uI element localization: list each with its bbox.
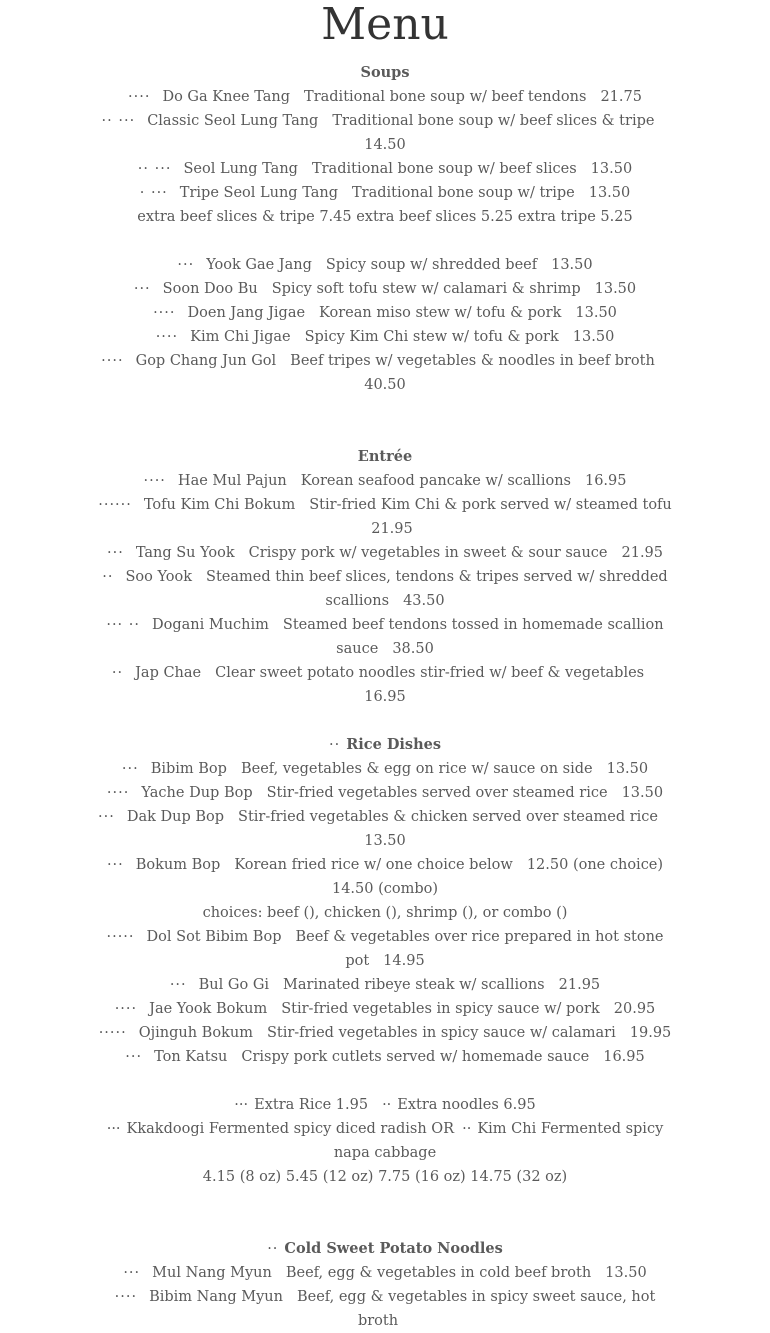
menu-item-name: Tofu Kim Chi Bokum bbox=[143, 497, 296, 513]
menu-item-name: Mul Nang Myun bbox=[152, 1265, 272, 1281]
menu-item bbox=[0, 493, 770, 541]
menu-item bbox=[0, 1045, 770, 1069]
menu-item bbox=[0, 997, 770, 1021]
menu-item-price: 19.95 bbox=[629, 1025, 672, 1041]
menu-item-price: 16.95 bbox=[364, 689, 406, 705]
menu-item bbox=[0, 757, 770, 781]
menu-item-description: Korean seafood pancake w/ scallions bbox=[300, 473, 571, 489]
menu-item-description: Beef, vegetables & egg on rice w/ sauce on side bbox=[240, 761, 593, 777]
section-heading-soups bbox=[0, 61, 770, 85]
menu-item-name: Bibim Nang Myun bbox=[149, 1289, 283, 1305]
menu-item-dots: ··· bbox=[169, 977, 187, 993]
section-heading-label: Cold Sweet Potato Noodles bbox=[284, 1240, 503, 1257]
menu-item-dots: ··· bbox=[133, 281, 151, 297]
menu-item-price: 13.50 bbox=[621, 785, 664, 801]
menu-item-dots: ··· bbox=[125, 1049, 143, 1065]
menu-item-dots: ···· bbox=[114, 1289, 138, 1305]
menu-item-dots: ··· bbox=[106, 545, 124, 561]
menu-item-name: Dol Sot Bibim Bop bbox=[146, 929, 282, 945]
kkakdoogi: Kkakdoogi Fermented spicy diced radish OR bbox=[126, 1121, 455, 1137]
menu-item-price: 14.95 bbox=[383, 953, 425, 969]
kimchi-dots: ·· bbox=[462, 1121, 472, 1137]
extra-rice: Extra Rice 1.95 bbox=[254, 1097, 369, 1113]
menu-item-description: Korean miso stew w/ tofu & pork bbox=[319, 305, 562, 321]
menu-item-price: 13.50 bbox=[588, 185, 631, 201]
menu-item-description: Beef, egg & vegetables in spicy sweet sauce, hot broth bbox=[296, 1289, 656, 1329]
menu-item-description: Marinated ribeye steak w/ scallions bbox=[283, 977, 545, 993]
soups-list-2 bbox=[0, 253, 770, 397]
menu-item bbox=[0, 157, 770, 181]
menu-item-name: Dogani Muchim bbox=[152, 617, 269, 633]
menu-item-name: Do Ga Knee Tang bbox=[162, 89, 291, 105]
menu-item-name: Kim Chi Jigae bbox=[190, 329, 291, 345]
entree-list bbox=[0, 469, 770, 709]
menu-item bbox=[0, 349, 770, 397]
menu-item bbox=[0, 109, 770, 157]
menu-item bbox=[0, 325, 770, 349]
soups-list bbox=[0, 85, 770, 205]
menu-item-dots: ····· bbox=[106, 929, 135, 945]
menu-item-dots: ··· bbox=[121, 761, 139, 777]
page-title: Menu bbox=[321, 0, 449, 50]
menu-item-name: Classic Seol Lung Tang bbox=[147, 113, 319, 129]
menu-item-price: 21.95 bbox=[621, 545, 664, 561]
menu-item-price: 13.50 bbox=[364, 833, 406, 849]
menu-item-dots: ·· bbox=[111, 665, 124, 681]
menu-item-dots: · ··· bbox=[139, 185, 168, 201]
menu-item-description: Steamed thin beef slices, tendons & tripes served w/ shredded scallions bbox=[206, 569, 668, 609]
menu-item-price: 40.50 bbox=[364, 377, 406, 393]
menu-item bbox=[0, 661, 770, 709]
menu-item-price: 13.50 bbox=[606, 761, 649, 777]
menu-item-name: Ojinguh Bokum bbox=[138, 1025, 253, 1041]
menu-item-description: Clear sweet potato noodles stir-fried w/ beef & vegetables bbox=[215, 665, 645, 681]
kimchi-sizes: 4.15 (8 oz) 5.45 (12 oz) 7.75 (16 oz) 14.75 (32 oz) bbox=[202, 1169, 568, 1185]
menu-item bbox=[0, 781, 770, 805]
menu-item-description: Korean fried rice w/ one choice below bbox=[234, 857, 513, 873]
menu-item-dots: ··· ·· bbox=[106, 617, 140, 633]
menu-item-dots: ····· bbox=[98, 1025, 127, 1041]
menu-item-dots: ·· ··· bbox=[101, 113, 136, 129]
menu-item-dots: ···· bbox=[106, 785, 130, 801]
menu-item-name: Jap Chae bbox=[135, 665, 202, 681]
menu-item bbox=[0, 973, 770, 997]
menu-item-name: Yook Gae Jang bbox=[206, 257, 312, 273]
menu-item-price: 21.75 bbox=[600, 89, 642, 105]
menu-item-price: 13.50 bbox=[590, 161, 633, 177]
section-heading-label: Rice Dishes bbox=[346, 736, 442, 753]
rice-choices: choices: beef (), chicken (), shrimp (), or combo () bbox=[202, 905, 568, 921]
menu-item-name: Tripe Seol Lung Tang bbox=[179, 185, 339, 201]
menu-item-description: Beef tripes w/ vegetables & noodles in beef broth bbox=[290, 353, 655, 369]
menu-item-description: Steamed beef tendons tossed in homemade scallion sauce bbox=[282, 617, 664, 657]
section-heading-entree bbox=[0, 445, 770, 469]
menu-item bbox=[0, 925, 770, 973]
menu-item-name: Ton Katsu bbox=[154, 1049, 228, 1065]
menu-item-description: Beef & vegetables over rice prepared in hot stone pot bbox=[295, 929, 664, 969]
menu-item bbox=[0, 469, 770, 493]
menu-item bbox=[0, 181, 770, 205]
menu-item-description: Stir-fried vegetables in spicy sauce w/ calamari bbox=[266, 1025, 616, 1041]
menu-item-name: Doen Jang Jigae bbox=[187, 305, 306, 321]
menu-item bbox=[0, 253, 770, 277]
menu-item-name: Bibim Bop bbox=[150, 761, 227, 777]
menu-item-dots: ·· ··· bbox=[137, 161, 172, 177]
extras-line bbox=[0, 1093, 770, 1117]
menu-item bbox=[0, 853, 770, 901]
menu-item bbox=[0, 1021, 770, 1045]
menu-item-price: 16.95 bbox=[584, 473, 627, 489]
noodles-list bbox=[0, 1261, 770, 1333]
menu-item-description: Traditional bone soup w/ beef slices & tripe bbox=[332, 113, 655, 129]
menu-item bbox=[0, 1285, 770, 1333]
menu-item-price: 43.50 bbox=[403, 593, 445, 609]
menu-item-dots: ···· bbox=[128, 89, 151, 105]
heading-dots: ·· bbox=[267, 1241, 279, 1257]
menu-item-price: 14.50 bbox=[364, 137, 406, 153]
extra-noodles-dots: ·· bbox=[382, 1097, 392, 1113]
menu-item bbox=[0, 1261, 770, 1285]
menu-item-price: 13.50 bbox=[551, 257, 593, 273]
menu-item-dots: ···· bbox=[143, 473, 166, 489]
extra-rice-dots: ··· bbox=[234, 1097, 249, 1113]
extra-noodles: Extra noodles 6.95 bbox=[397, 1097, 536, 1113]
rice-list bbox=[0, 757, 770, 901]
menu-item-price: 13.50 bbox=[605, 1265, 647, 1281]
menu-item-name: Soon Doo Bu bbox=[162, 281, 258, 297]
menu-item-price: 16.95 bbox=[603, 1049, 645, 1065]
menu-item-dots: ···· bbox=[101, 353, 124, 369]
section-heading-label: Entrée bbox=[357, 448, 413, 465]
menu-item-name: Bokum Bop bbox=[135, 857, 221, 873]
menu-item-name: Dak Dup Bop bbox=[126, 809, 225, 825]
menu-item-name: Yache Dup Bop bbox=[141, 785, 253, 801]
menu-item-description: Beef, egg & vegetables in cold beef broth bbox=[285, 1265, 592, 1281]
menu-item-name: Hae Mul Pajun bbox=[177, 473, 287, 489]
menu-item-description: Traditional bone soup w/ tripe bbox=[352, 185, 575, 201]
menu-item bbox=[0, 277, 770, 301]
menu-item bbox=[0, 565, 770, 613]
menu-item-name: Bul Go Gi bbox=[198, 977, 270, 993]
menu-item-description: Stir-fried vegetables in spicy sauce w/ pork bbox=[281, 1001, 600, 1017]
menu-item bbox=[0, 85, 770, 109]
kkakdoogi-dots: ··· bbox=[106, 1121, 121, 1137]
menu-item-dots: ··· bbox=[97, 809, 115, 825]
kimchi-line bbox=[0, 1117, 770, 1165]
menu-item-description: Stir-fried vegetables & chicken served over steamed rice bbox=[238, 809, 659, 825]
soups-extras: extra beef slices & tripe 7.45 extra beef slices 5.25 extra tripe 5.25 bbox=[137, 209, 633, 225]
menu-item-price: 12.50 (one choice) 14.50 (combo) bbox=[331, 857, 664, 897]
menu-item-name: Seol Lung Tang bbox=[183, 161, 298, 177]
menu-item-price: 38.50 bbox=[392, 641, 434, 657]
menu-item-dots: ···· bbox=[114, 1001, 138, 1017]
menu-item-price: 13.50 bbox=[594, 281, 637, 297]
menu-item bbox=[0, 301, 770, 325]
menu-item-price: 21.95 bbox=[558, 977, 601, 993]
menu-item-dots: ······ bbox=[98, 497, 132, 513]
section-heading-rice bbox=[0, 733, 770, 757]
menu-item-dots: ··· bbox=[106, 857, 124, 873]
menu-item-dots: ··· bbox=[177, 257, 195, 273]
menu-item bbox=[0, 613, 770, 661]
menu-item-description: Spicy Kim Chi stew w/ tofu & pork bbox=[304, 329, 559, 345]
menu-item-price: 13.50 bbox=[572, 329, 615, 345]
menu-item-description: Spicy soup w/ shredded beef bbox=[325, 257, 538, 273]
menu-item-name: Gop Chang Jun Gol bbox=[135, 353, 277, 369]
section-heading-noodles bbox=[0, 1237, 770, 1261]
menu-item-dots: ···· bbox=[153, 305, 176, 321]
menu-item-name: Tang Su Yook bbox=[135, 545, 235, 561]
menu-item-dots: ··· bbox=[123, 1265, 141, 1281]
menu-item-dots: ···· bbox=[155, 329, 179, 345]
menu-item-price: 13.50 bbox=[575, 305, 617, 321]
menu-item-dots: ·· bbox=[102, 569, 114, 585]
menu-item bbox=[0, 805, 770, 853]
menu-item-name: Jae Yook Bokum bbox=[149, 1001, 268, 1017]
menu-item-description: Traditional bone soup w/ beef tendons bbox=[304, 89, 587, 105]
menu-item-description: Crispy pork cutlets served w/ homemade sauce bbox=[241, 1049, 590, 1065]
menu-item bbox=[0, 541, 770, 565]
heading-dots: ·· bbox=[328, 737, 341, 753]
menu-item-description: Stir-fried vegetables served over steamed rice bbox=[266, 785, 608, 801]
rice-list-2 bbox=[0, 925, 770, 1069]
menu-item-price: 21.95 bbox=[371, 521, 413, 537]
menu-item-description: Stir-fried Kim Chi & pork served w/ steamed tofu bbox=[309, 497, 672, 513]
menu-item-description: Spicy soft tofu stew w/ calamari & shrimp bbox=[271, 281, 581, 297]
menu-item-price: 20.95 bbox=[613, 1001, 656, 1017]
menu-item-description: Crispy pork w/ vegetables in sweet & sour sauce bbox=[248, 545, 608, 561]
menu-item-name: Soo Yook bbox=[125, 569, 193, 585]
kimchi: Kim Chi Fermented spicy napa cabbage bbox=[333, 1121, 664, 1161]
section-heading-label: Soups bbox=[360, 64, 410, 81]
menu-item-description: Traditional bone soup w/ beef slices bbox=[311, 161, 577, 177]
